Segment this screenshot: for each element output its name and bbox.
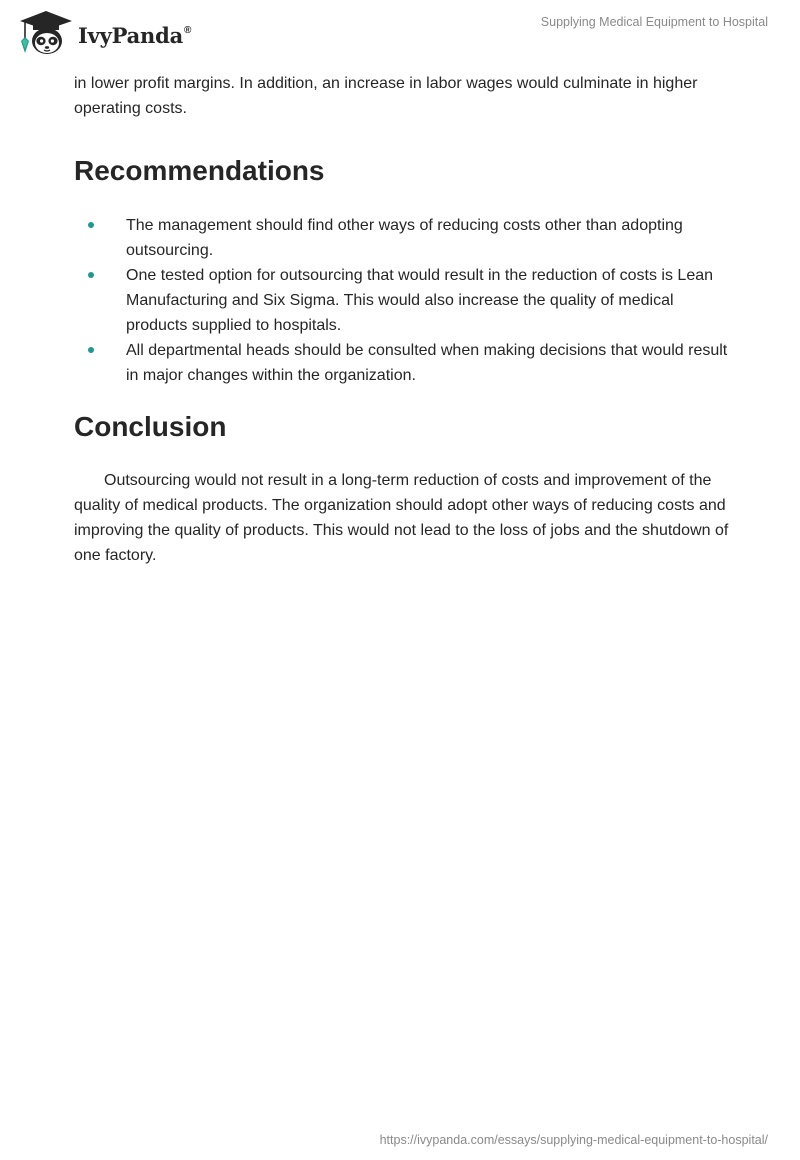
list-item-text: All departmental heads should be consulted when making decisions that would result in major changes within the organization. bbox=[126, 342, 728, 384]
page-header bbox=[0, 0, 800, 66]
brand-name-text: IvyPanda bbox=[78, 22, 184, 48]
bullet-icon bbox=[88, 347, 94, 353]
list-item-text: One tested option for outsourcing that would result in the reduction of costs is Lean Manufacturing and Six Sigma. This would also increase the quality of medical products supplied to hospitals. bbox=[126, 267, 714, 334]
list-item-text: The management should find other ways of reducing costs other than adopting outsourcing. bbox=[126, 217, 683, 259]
list-item bbox=[74, 213, 734, 263]
brand-name bbox=[78, 23, 191, 48]
list-item bbox=[74, 338, 734, 388]
recommendations-list bbox=[74, 213, 734, 388]
bullet-icon bbox=[88, 272, 94, 278]
conclusion-paragraph: Outsourcing would not result in a long-term reduction of costs and improvement of the quality of medical products. The organization should adopt other ways of reducing costs and improving the quality of products. This would not lead to the loss of jobs and the shutdown of one factory. bbox=[74, 472, 729, 564]
intro-paragraph: in lower profit margins. In addition, an increase in labor wages would culminate in higher operating costs. bbox=[74, 75, 698, 117]
conclusion-heading: Conclusion bbox=[74, 411, 227, 442]
bullet-icon bbox=[88, 222, 94, 228]
list-item bbox=[74, 263, 734, 338]
registered-mark: ® bbox=[184, 24, 192, 36]
running-title: Supplying Medical Equipment to Hospital bbox=[540, 15, 768, 29]
recommendations-heading: Recommendations bbox=[74, 155, 325, 186]
document-body bbox=[74, 71, 734, 568]
panda-graduate-icon bbox=[16, 9, 74, 57]
source-url-link[interactable]: https://ivypanda.com/essays/supplying-medical-equipment-to-hospital/ bbox=[379, 1133, 768, 1147]
brand-logo[interactable] bbox=[16, 8, 191, 58]
